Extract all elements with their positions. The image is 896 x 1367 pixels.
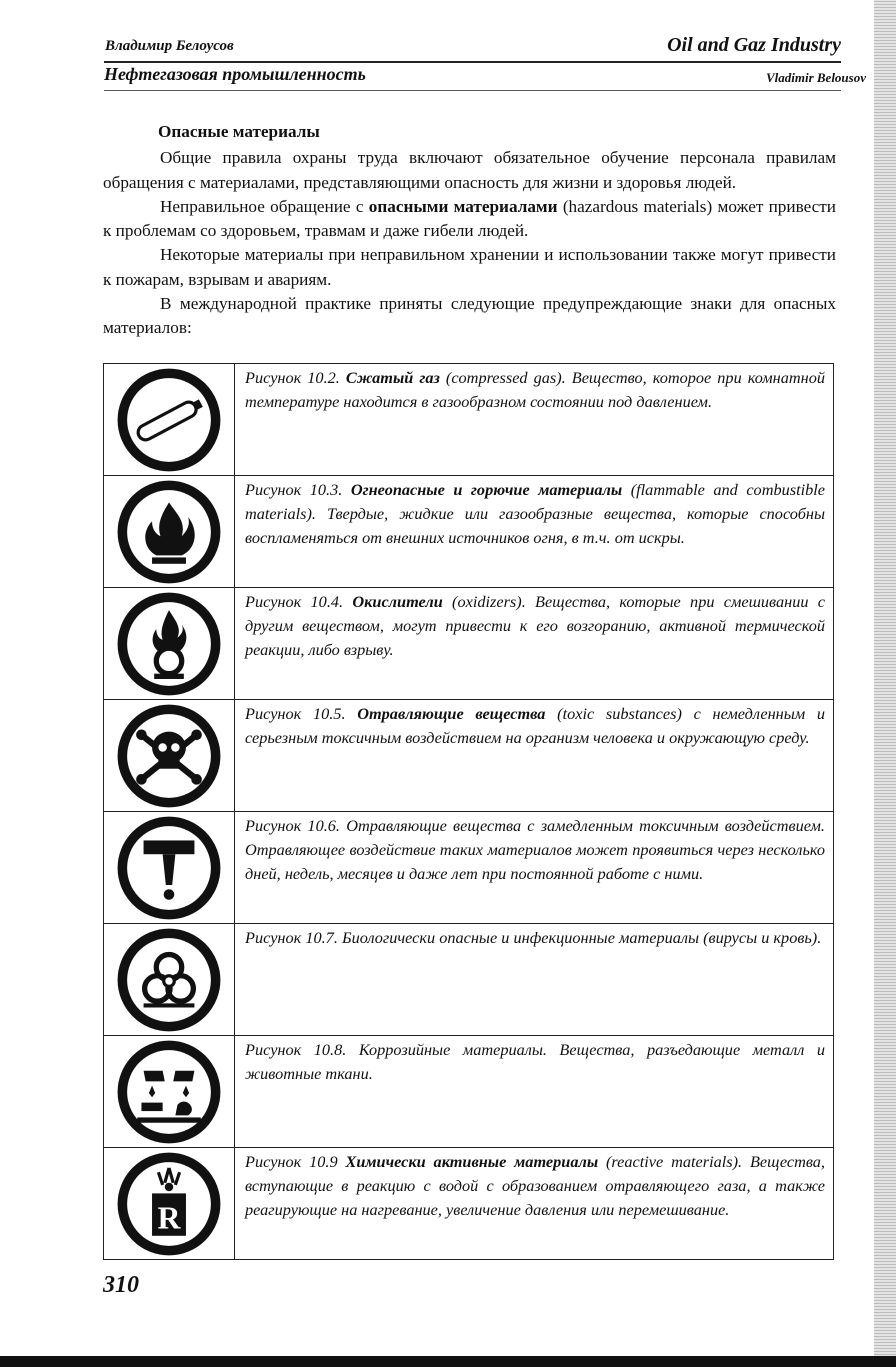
scan-bottom-edge bbox=[0, 1356, 896, 1367]
hazard-symbol-cell bbox=[104, 1036, 235, 1148]
figure-caption bbox=[235, 812, 834, 924]
hazard-symbol-cell bbox=[104, 1148, 235, 1260]
figure-number: Рисунок 10.4. bbox=[245, 592, 353, 611]
figure-term: Сжатый газ bbox=[345, 368, 440, 387]
table-row bbox=[104, 924, 834, 1036]
flame-over-circle-icon bbox=[116, 591, 222, 697]
hazard-symbol-cell bbox=[104, 812, 235, 924]
figure-caption bbox=[235, 700, 834, 812]
figure-number: Рисунок 10.2. bbox=[245, 368, 346, 387]
table-row bbox=[104, 1148, 834, 1260]
t-exclamation-icon bbox=[116, 815, 222, 921]
hazard-symbol-cell bbox=[104, 364, 235, 476]
table-row bbox=[104, 364, 834, 476]
figure-description: Биологически опасные и инфекционные материалы (вирусы и кровь). bbox=[341, 928, 822, 947]
figure-caption bbox=[235, 1036, 834, 1148]
header-rule bbox=[104, 61, 841, 63]
term-hazardous-materials: опасными материалами bbox=[368, 196, 558, 216]
hazard-symbol-cell bbox=[104, 924, 235, 1036]
figure-caption bbox=[235, 1148, 834, 1260]
compressed-gas-cylinder-icon bbox=[116, 367, 222, 473]
table-row bbox=[104, 1036, 834, 1148]
header-title-ru: Нефтегазовая промышленность bbox=[104, 64, 366, 84]
header-title-en: Oil and Gaz Industry bbox=[667, 34, 841, 56]
table-row bbox=[104, 588, 834, 700]
figure-description: Коррозийные материалы. Вещества, разъедающие металл и животные ткани. bbox=[245, 1040, 825, 1083]
hazard-symbol-cell bbox=[104, 476, 235, 588]
figure-description: (oxidizers). Вещества, которые при смешивании с другим веществом, могут привести к его возгоранию, активной термической реакции, либо взрыву. bbox=[245, 592, 825, 659]
skull-crossbones-icon bbox=[116, 703, 222, 809]
hazard-signs-table bbox=[103, 363, 834, 1260]
figure-caption bbox=[235, 924, 834, 1036]
figure-description: Отравляющие вещества с замедленным токсичным воздействием. Отравляющее воздействие таких материалов может проявиться через несколько дней, недель, месяцев и даже лет при постоянной работе с ними. bbox=[245, 816, 825, 883]
figure-caption bbox=[235, 476, 834, 588]
header-author-ru: Владимир Белоусов bbox=[105, 38, 234, 54]
figure-number: Рисунок 10.8. bbox=[245, 1040, 359, 1059]
figure-description: (compressed gas). Вещество, которое при комнатной температуре находится в газообразном состоянии под давлением. bbox=[245, 368, 825, 411]
section-heading: Опасные материалы bbox=[158, 122, 320, 141]
figure-number: Рисунок 10.7. bbox=[245, 928, 342, 947]
paragraph-2: Неправильное обращение с опасными материалами (hazardous materials) может привести к проблемам со здоровьем, травмам и даже гибели людей. bbox=[103, 196, 837, 241]
hazard-symbol-cell bbox=[104, 700, 235, 812]
figure-description: (toxic substances) с немедленным и серьезным токсичным воздействием на организм человека и окружающую среду. bbox=[245, 704, 825, 747]
flame-icon bbox=[116, 479, 222, 585]
table-row bbox=[104, 700, 834, 812]
hazard-symbol-cell bbox=[104, 588, 235, 700]
page-number: 310 bbox=[103, 1272, 139, 1298]
figure-term: Отравляющие вещества bbox=[357, 704, 546, 723]
figure-description: (reactive materials). Вещества, вступающие в реакцию с водой с образованием отравляющего газа, а также реагирующие на нагревание, увеличение давления или перемешивание. bbox=[245, 1152, 825, 1219]
header-rule-lower bbox=[104, 90, 841, 91]
figure-caption bbox=[235, 588, 834, 700]
corrosive-icon bbox=[116, 1039, 222, 1145]
section-body bbox=[103, 120, 836, 341]
paragraph-3: Некоторые материалы при неправильном хранении и использовании также могут привести к пожарам, взрывам и авариям. bbox=[103, 245, 836, 289]
paragraph-4: В международной практике приняты следующие предупреждающие знаки для опасных материалов: bbox=[103, 294, 836, 338]
figure-term: Огнеопасные и горючие материалы bbox=[350, 480, 623, 499]
page-edge-shadow bbox=[874, 0, 896, 1367]
reactive-r-icon bbox=[116, 1151, 222, 1257]
svg-text:R: R bbox=[157, 1199, 181, 1235]
table-row bbox=[104, 476, 834, 588]
figure-term: Химически активные материалы bbox=[345, 1152, 599, 1171]
biohazard-icon bbox=[116, 927, 222, 1033]
figure-term: Окислители bbox=[352, 592, 443, 611]
paragraph-1: Общие правила охраны труда включают обязательное обучение персонала правилам обращения с материалами, представляющими опасность для жизни и здоровья людей. bbox=[103, 148, 836, 192]
figure-number: Рисунок 10.5. bbox=[245, 704, 358, 723]
figure-number: Рисунок 10.6. bbox=[245, 816, 347, 835]
table-row bbox=[104, 812, 834, 924]
figure-number: Рисунок 10.3. bbox=[245, 480, 351, 499]
header-author-en: Vladimir Belousov bbox=[765, 70, 866, 85]
figure-description: (flammable and combustible materials). Твердые, жидкие или газообразные вещества, которые способны воспламеняться от внешних источников огня, в т.ч. от искры. bbox=[245, 480, 826, 547]
figure-number: Рисунок 10.9 bbox=[245, 1152, 346, 1171]
figure-caption bbox=[235, 364, 834, 476]
